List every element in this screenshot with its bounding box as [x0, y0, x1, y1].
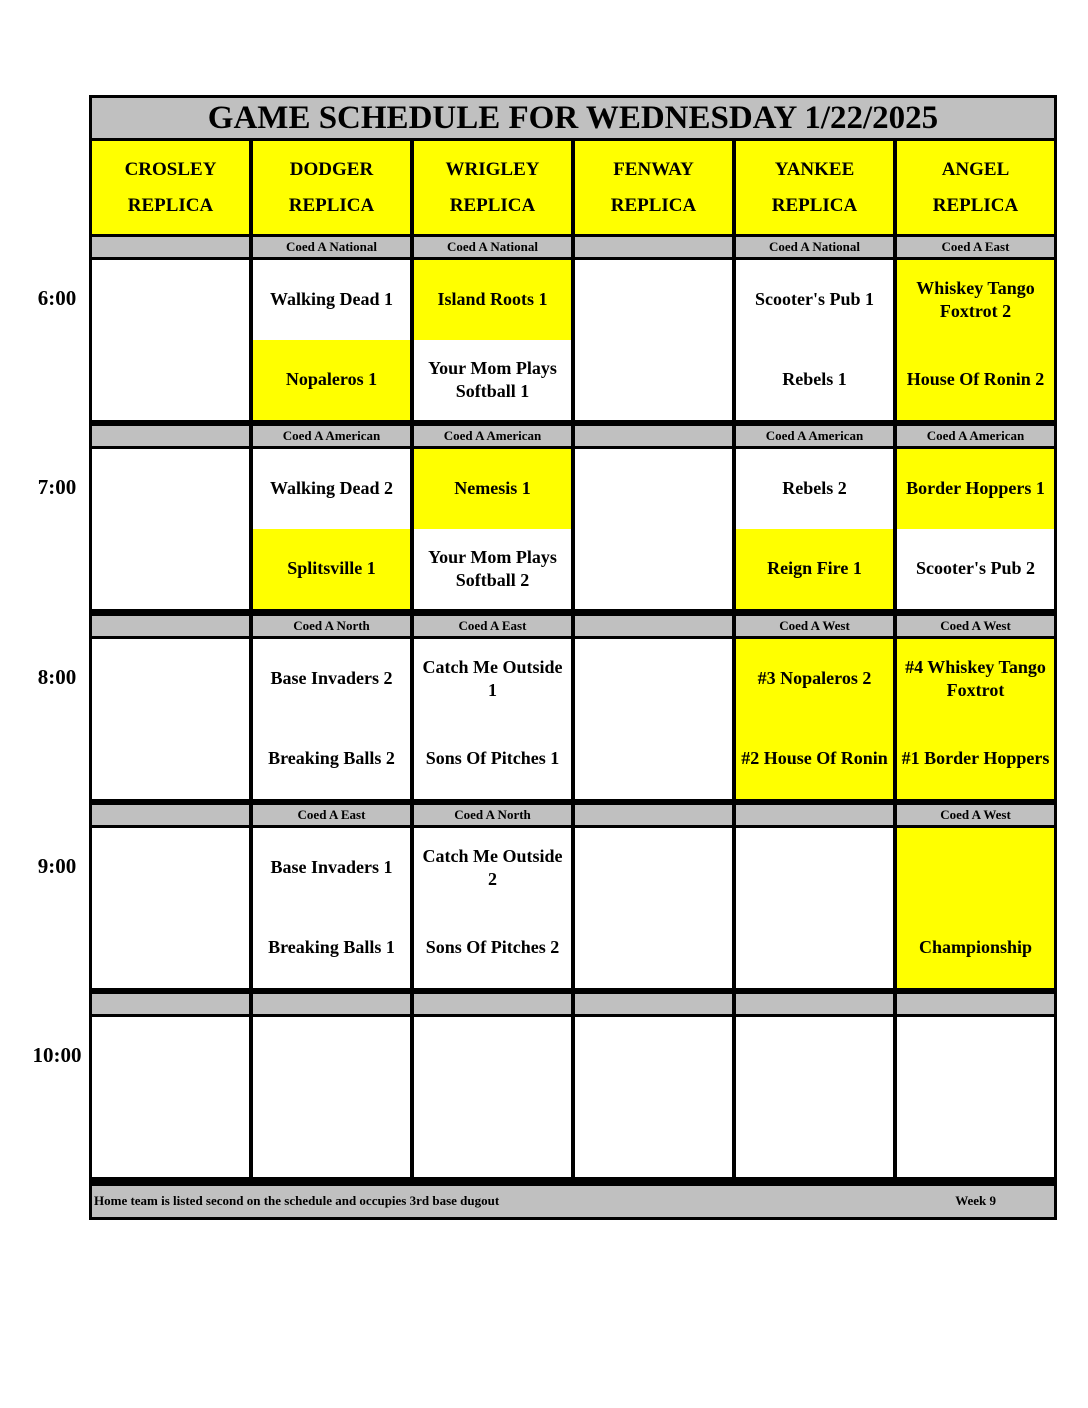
- empty-game-cell: [414, 1017, 571, 1097]
- game-team: Rebels 1: [736, 340, 893, 420]
- game-team: #2 House Of Ronin: [736, 719, 893, 799]
- game-team: Island Roots 1: [414, 260, 571, 340]
- division-label: Coed A East: [897, 237, 1054, 257]
- division-label: [575, 805, 732, 825]
- field-subtitle: REPLICA: [771, 194, 858, 216]
- game-team: Nemesis 1: [414, 449, 571, 529]
- time-label: 9:00: [37, 854, 77, 878]
- game-team: Base Invaders 2: [253, 639, 410, 719]
- division-label: [736, 805, 893, 825]
- game-team: Base Invaders 1: [253, 828, 410, 908]
- field-name: WRIGLEY: [445, 158, 540, 180]
- empty-game-cell: [92, 1097, 249, 1177]
- division-label: Coed A American: [736, 426, 893, 446]
- division-label: Coed A American: [414, 426, 571, 446]
- game-team: Scooter's Pub 2: [897, 529, 1054, 609]
- division-label: Coed A American: [253, 426, 410, 446]
- empty-game-cell: [575, 260, 732, 340]
- field-name: CROSLEY: [124, 158, 217, 180]
- time-label: 8:00: [37, 665, 77, 689]
- game-team: Catch Me Outside 1: [414, 639, 571, 719]
- game-team: Nopaleros 1: [253, 340, 410, 420]
- division-label: [92, 426, 249, 446]
- field-header-fenway: [575, 141, 732, 234]
- game-team: Splitsville 1: [253, 529, 410, 609]
- empty-game-cell: [575, 639, 732, 719]
- empty-game-cell: [92, 529, 249, 609]
- empty-game-cell: [575, 1097, 732, 1177]
- division-label: Coed A National: [253, 237, 410, 257]
- division-label: [575, 237, 732, 257]
- division-label: [92, 237, 249, 257]
- page-title: GAME SCHEDULE FOR WEDNESDAY 1/22/2025: [92, 98, 1054, 138]
- division-label: Coed A West: [897, 616, 1054, 636]
- empty-game-cell: [253, 1017, 410, 1097]
- empty-game-cell: [92, 449, 249, 529]
- empty-game-cell: [92, 828, 249, 908]
- game-team: Reign Fire 1: [736, 529, 893, 609]
- division-label: Coed A North: [414, 805, 571, 825]
- division-label: Coed A American: [897, 426, 1054, 446]
- game-team: Your Mom Plays Softball 1: [414, 340, 571, 420]
- field-subtitle: REPLICA: [610, 194, 697, 216]
- game-team: Catch Me Outside 2: [414, 828, 571, 908]
- time-label: 10:00: [32, 1043, 82, 1067]
- empty-game-cell: [575, 529, 732, 609]
- empty-game-cell: [575, 719, 732, 799]
- division-label: [414, 994, 571, 1014]
- empty-game-cell: [736, 1097, 893, 1177]
- division-label: [575, 994, 732, 1014]
- field-name: DODGER: [289, 158, 374, 180]
- time-label: 6:00: [37, 286, 77, 310]
- empty-game-cell: [92, 639, 249, 719]
- empty-game-cell: [575, 828, 732, 908]
- empty-game-cell: [92, 719, 249, 799]
- division-label: Coed A West: [897, 805, 1054, 825]
- empty-game-cell: [575, 908, 732, 988]
- empty-game-cell: [897, 828, 1054, 908]
- division-label: Coed A National: [414, 237, 571, 257]
- empty-game-cell: [92, 260, 249, 340]
- division-label: Coed A East: [414, 616, 571, 636]
- division-label: [92, 616, 249, 636]
- game-team: Breaking Balls 1: [253, 908, 410, 988]
- empty-game-cell: [575, 340, 732, 420]
- footer-note: Home team is listed second on the schedule and occupies 3rd base dugout: [94, 1193, 500, 1209]
- division-label: [575, 616, 732, 636]
- division-label: [92, 994, 249, 1014]
- empty-game-cell: [92, 340, 249, 420]
- division-label: [897, 994, 1054, 1014]
- field-subtitle: REPLICA: [932, 194, 1019, 216]
- division-label: [92, 805, 249, 825]
- empty-game-cell: [414, 1097, 571, 1177]
- field-subtitle: REPLICA: [127, 194, 214, 216]
- field-name: ANGEL: [941, 158, 1010, 180]
- empty-game-cell: [897, 1097, 1054, 1177]
- game-team: Sons Of Pitches 1: [414, 719, 571, 799]
- field-header-angel: [897, 141, 1054, 234]
- schedule-table: [89, 95, 1057, 1220]
- field-header-dodger: [253, 141, 410, 234]
- empty-game-cell: [575, 449, 732, 529]
- empty-game-cell: [897, 1017, 1054, 1097]
- division-label: [736, 994, 893, 1014]
- division-label: [253, 994, 410, 1014]
- week-label: Week 9: [955, 1193, 996, 1209]
- game-team: Sons Of Pitches 2: [414, 908, 571, 988]
- time-label: 7:00: [37, 475, 77, 499]
- field-subtitle: REPLICA: [449, 194, 536, 216]
- division-label: Coed A West: [736, 616, 893, 636]
- game-team: Walking Dead 1: [253, 260, 410, 340]
- game-team: #1 Border Hoppers: [897, 719, 1054, 799]
- game-team: Border Hoppers 1: [897, 449, 1054, 529]
- empty-game-cell: [736, 1017, 893, 1097]
- game-team: Rebels 2: [736, 449, 893, 529]
- empty-game-cell: [736, 908, 893, 988]
- division-label: Coed A National: [736, 237, 893, 257]
- field-header-wrigley: [414, 141, 571, 234]
- division-label: Coed A North: [253, 616, 410, 636]
- game-team: Championship: [897, 908, 1054, 988]
- footer-bar: [92, 1186, 1054, 1217]
- division-label: Coed A East: [253, 805, 410, 825]
- field-subtitle: REPLICA: [288, 194, 375, 216]
- game-team: #3 Nopaleros 2: [736, 639, 893, 719]
- division-label: [575, 426, 732, 446]
- field-header-yankee: [736, 141, 893, 234]
- empty-game-cell: [92, 1017, 249, 1097]
- game-team: Whiskey Tango Foxtrot 2: [897, 260, 1054, 340]
- field-name: FENWAY: [613, 158, 694, 180]
- field-header-crosley: [92, 141, 249, 234]
- empty-game-cell: [575, 1017, 732, 1097]
- field-name: YANKEE: [774, 158, 855, 180]
- game-team: Walking Dead 2: [253, 449, 410, 529]
- game-team: House Of Ronin 2: [897, 340, 1054, 420]
- game-team: Your Mom Plays Softball 2: [414, 529, 571, 609]
- game-team: Breaking Balls 2: [253, 719, 410, 799]
- game-team: #4 Whiskey Tango Foxtrot: [897, 639, 1054, 719]
- game-team: Scooter's Pub 1: [736, 260, 893, 340]
- empty-game-cell: [736, 828, 893, 908]
- empty-game-cell: [253, 1097, 410, 1177]
- empty-game-cell: [92, 908, 249, 988]
